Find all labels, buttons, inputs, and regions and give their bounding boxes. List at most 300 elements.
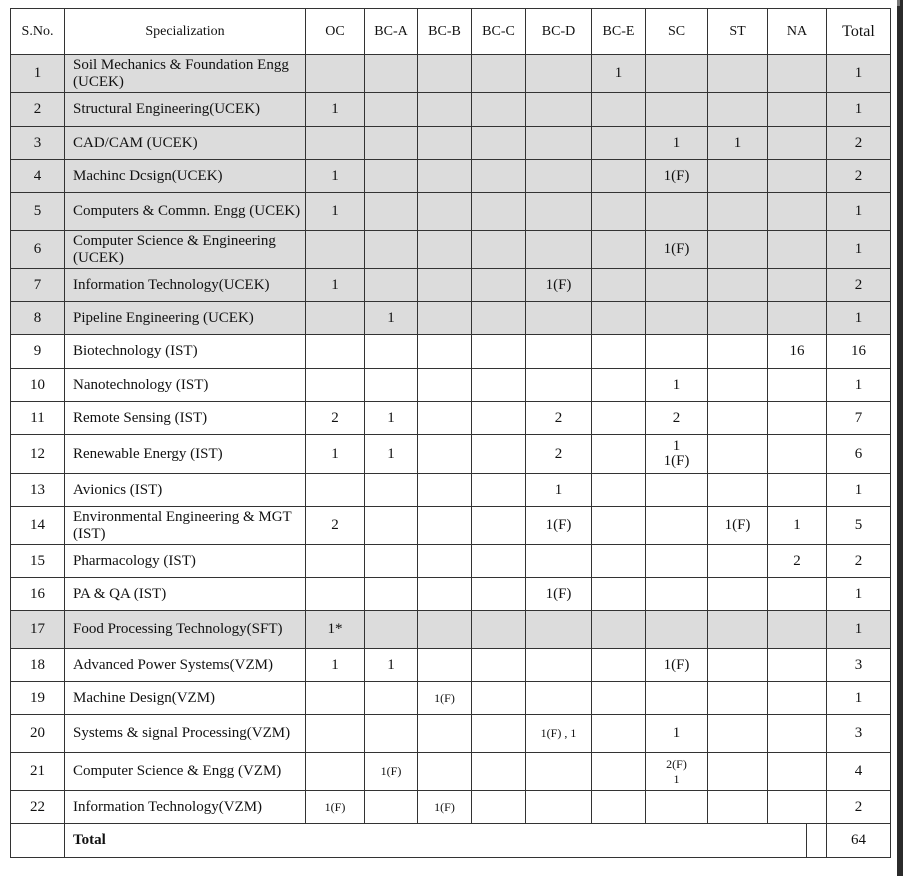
table-row	[11, 715, 891, 753]
row-number: 9	[11, 335, 65, 369]
cell-st	[708, 578, 768, 611]
specialization-name: Pipeline Engineering (UCEK)	[65, 302, 306, 335]
cell-value: 1	[331, 203, 339, 219]
cell-st	[708, 753, 768, 791]
cell-bcd	[526, 231, 592, 269]
cell-bcb	[418, 402, 472, 435]
cell-st	[708, 302, 768, 335]
column-header-oc: OC	[306, 9, 365, 55]
table-row	[11, 682, 891, 715]
specialization-name: Avionics (IST)	[65, 474, 306, 507]
cell-bca	[365, 791, 418, 824]
cell-bcb	[418, 231, 472, 269]
row-number: 22	[11, 791, 65, 824]
cell-sc	[646, 435, 708, 474]
cell-bce	[592, 545, 646, 578]
cell-value: 16	[789, 343, 805, 359]
cell-bcd	[526, 715, 592, 753]
cell-value: 1	[331, 101, 339, 117]
cell-sc	[646, 611, 708, 649]
row-total: 2	[827, 791, 891, 824]
cell-bca	[365, 269, 418, 302]
row-total: 3	[827, 649, 891, 682]
cell-bcb	[418, 160, 472, 193]
cell-bcc	[472, 269, 526, 302]
cell-bca	[365, 302, 418, 335]
specialization-name: Structural Engineering(UCEK)	[65, 93, 306, 127]
row-total: 1	[827, 682, 891, 715]
cell-bcd	[526, 269, 592, 302]
cell-bcb	[418, 55, 472, 93]
cell-value: 1	[387, 445, 395, 462]
cell-bcb	[418, 649, 472, 682]
cell-value: 1	[331, 656, 339, 673]
cell-oc	[306, 682, 365, 715]
cell-sc	[646, 127, 708, 160]
cell-oc	[306, 611, 365, 649]
cell-na	[768, 715, 827, 753]
cell-bcc	[472, 545, 526, 578]
row-number: 4	[11, 160, 65, 193]
cell-st	[708, 193, 768, 231]
cell-sc	[646, 578, 708, 611]
cell-bca	[365, 507, 418, 545]
cell-oc	[306, 55, 365, 93]
specialization-name: CAD/CAM (UCEK)	[65, 127, 306, 160]
cell-bcb	[418, 127, 472, 160]
specialization-name: Pharmacology (IST)	[65, 545, 306, 578]
cell-na	[768, 611, 827, 649]
table-row	[11, 435, 891, 474]
cell-value: 2	[672, 409, 681, 426]
row-number: 18	[11, 649, 65, 682]
cell-value: 2	[793, 552, 801, 569]
cell-bce	[592, 402, 646, 435]
cell-st	[708, 611, 768, 649]
column-header-total: Total	[827, 9, 891, 55]
cell-oc	[306, 791, 365, 824]
specialization-name: Biotechnology (IST)	[65, 335, 306, 369]
row-total: 3	[827, 715, 891, 753]
row-total: 1	[827, 578, 891, 611]
cell-bcc	[472, 435, 526, 474]
cell-bcd	[526, 93, 592, 127]
cell-na	[768, 369, 827, 402]
cell-na	[768, 55, 827, 93]
cell-bce	[592, 193, 646, 231]
row-number: 21	[11, 753, 65, 791]
cell-oc	[306, 335, 365, 369]
cell-bcc	[472, 160, 526, 193]
cell-bcd	[526, 791, 592, 824]
cell-oc	[306, 474, 365, 507]
cell-bcc	[472, 335, 526, 369]
row-total: 2	[827, 160, 891, 193]
cell-st	[708, 335, 768, 369]
table-row	[11, 55, 891, 93]
cell-na	[768, 402, 827, 435]
cell-bcb	[418, 93, 472, 127]
specialization-name: Soil Mechanics & Foundation Engg (UCEK)	[65, 55, 306, 93]
window-edge-bar	[897, 0, 903, 876]
row-total: 2	[827, 545, 891, 578]
cell-bca	[365, 369, 418, 402]
column-header-bcd: BC-D	[526, 9, 592, 55]
cell-bcc	[472, 55, 526, 93]
cell-bca	[365, 402, 418, 435]
cell-st	[708, 649, 768, 682]
row-total: 16	[827, 335, 891, 369]
cell-bcb	[418, 302, 472, 335]
cell-bce	[592, 682, 646, 715]
cell-bce	[592, 715, 646, 753]
cell-bcc	[472, 302, 526, 335]
cell-bcb	[418, 474, 472, 507]
cell-value: 1(F)	[434, 690, 455, 705]
row-number: 11	[11, 402, 65, 435]
cell-oc	[306, 369, 365, 402]
table-row	[11, 160, 891, 193]
table-row	[11, 231, 891, 269]
cell-na	[768, 335, 827, 369]
cell-value: 2	[331, 409, 339, 426]
cell-value: 1	[331, 276, 339, 293]
table-row	[11, 402, 891, 435]
row-total: 1	[827, 93, 891, 127]
specialization-name: Computer Science & Engg (VZM)	[65, 753, 306, 791]
cell-bcb	[418, 369, 472, 402]
table-row	[11, 611, 891, 649]
column-header-bcb: BC-B	[418, 9, 472, 55]
cell-bcc	[472, 193, 526, 231]
row-total: 1	[827, 611, 891, 649]
cell-bcd	[526, 335, 592, 369]
cell-oc	[306, 507, 365, 545]
cell-value: 2(F)	[666, 756, 687, 771]
cell-value: 1	[331, 445, 339, 462]
table-row	[11, 507, 891, 545]
table-row	[11, 335, 891, 369]
cell-bce	[592, 160, 646, 193]
row-number: 7	[11, 269, 65, 302]
cell-bce	[592, 302, 646, 335]
row-number: 12	[11, 435, 65, 474]
cell-sc	[646, 791, 708, 824]
table-row	[11, 649, 891, 682]
cell-value-second-line: 1	[673, 771, 680, 786]
cell-st	[708, 269, 768, 302]
grand-total: 64	[827, 824, 891, 858]
row-total: 1	[827, 231, 891, 269]
row-total: 5	[827, 507, 891, 545]
cell-sc	[646, 93, 708, 127]
column-header-sno: S.No.	[11, 9, 65, 55]
specialization-name: Machine Design(VZM)	[65, 682, 306, 715]
cell-sc	[646, 649, 708, 682]
cell-sc	[646, 193, 708, 231]
row-total: 1	[827, 369, 891, 402]
cell-na	[768, 231, 827, 269]
row-total: 2	[827, 269, 891, 302]
cell-sc	[646, 160, 708, 193]
cell-oc	[306, 715, 365, 753]
cell-oc	[306, 231, 365, 269]
cell-st	[708, 369, 768, 402]
total-row	[11, 824, 891, 858]
cell-na	[768, 302, 827, 335]
cell-value: 1(F)	[724, 517, 751, 533]
cell-st	[708, 715, 768, 753]
cell-bcd	[526, 160, 592, 193]
cell-na	[768, 93, 827, 127]
cell-na	[768, 160, 827, 193]
cell-oc	[306, 127, 365, 160]
cell-bcb	[418, 507, 472, 545]
cell-bcb	[418, 611, 472, 649]
cell-sc	[646, 507, 708, 545]
cell-value: 1(F)	[663, 167, 690, 184]
cell-bcc	[472, 231, 526, 269]
cell-bce	[592, 93, 646, 127]
cell-sc	[646, 715, 708, 753]
cell-sc	[646, 335, 708, 369]
cell-bce	[592, 55, 646, 93]
row-number: 3	[11, 127, 65, 160]
table-row	[11, 193, 891, 231]
cell-bca	[365, 127, 418, 160]
cell-bcc	[472, 127, 526, 160]
cell-bcd	[526, 545, 592, 578]
cell-value: 1(F) , 1	[540, 726, 577, 740]
cell-sc	[646, 269, 708, 302]
cell-bcd	[526, 193, 592, 231]
cell-bca	[365, 335, 418, 369]
cell-bce	[592, 791, 646, 824]
cell-bca	[365, 193, 418, 231]
cell-st	[708, 127, 768, 160]
cell-bca	[365, 93, 418, 127]
cell-bca	[365, 753, 418, 791]
cell-oc	[306, 93, 365, 127]
cell-bce	[592, 611, 646, 649]
row-total: 1	[827, 302, 891, 335]
column-header-bcc: BC-C	[472, 9, 526, 55]
cell-bcb	[418, 682, 472, 715]
cell-oc	[306, 193, 365, 231]
cell-bcc	[472, 611, 526, 649]
column-header-bce: BC-E	[592, 9, 646, 55]
row-number: 20	[11, 715, 65, 753]
cell-bcd	[526, 578, 592, 611]
cell-bca	[365, 715, 418, 753]
specialization-name: Information Technology(UCEK)	[65, 269, 306, 302]
cell-value: 1	[733, 134, 742, 151]
cell-bce	[592, 578, 646, 611]
row-number: 16	[11, 578, 65, 611]
cell-bcd	[526, 369, 592, 402]
cell-value: 1(F)	[545, 276, 572, 293]
cell-value: 1	[672, 725, 681, 741]
total-label: Total	[65, 824, 807, 858]
cell-oc	[306, 302, 365, 335]
cell-value: 1(F)	[663, 241, 690, 257]
cell-sc	[646, 55, 708, 93]
specialization-name: Environmental Engineering & MGT (IST)	[65, 507, 306, 545]
cell-st	[708, 231, 768, 269]
cell-bcd	[526, 127, 592, 160]
header-row	[11, 9, 891, 55]
cell-na	[768, 753, 827, 791]
cell-bca	[365, 545, 418, 578]
cell-value: 1(F)	[545, 585, 572, 602]
cell-na	[768, 791, 827, 824]
cell-na	[768, 649, 827, 682]
cell-value: 1(F)	[380, 764, 402, 778]
cell-value-second-line: 1(F)	[663, 453, 690, 469]
cell-bce	[592, 231, 646, 269]
row-total: 2	[827, 127, 891, 160]
row-number: 15	[11, 545, 65, 578]
cell-bcb	[418, 578, 472, 611]
cell-bcc	[472, 791, 526, 824]
cell-bcc	[472, 682, 526, 715]
cell-oc	[306, 753, 365, 791]
cell-bcc	[472, 474, 526, 507]
row-total: 4	[827, 753, 891, 791]
cell-value: 1	[387, 309, 395, 326]
cell-value: 2	[331, 517, 339, 533]
cell-value: 1	[672, 376, 681, 393]
cell-bca	[365, 231, 418, 269]
cell-bcc	[472, 93, 526, 127]
cell-st	[708, 791, 768, 824]
cell-na	[768, 474, 827, 507]
cell-na	[768, 269, 827, 302]
cell-sc	[646, 753, 708, 791]
cell-bcd	[526, 753, 592, 791]
table-row	[11, 127, 891, 160]
row-number: 2	[11, 93, 65, 127]
cell-bcb	[418, 193, 472, 231]
specialization-name: Remote Sensing (IST)	[65, 402, 306, 435]
cell-bcc	[472, 578, 526, 611]
cell-bcc	[472, 507, 526, 545]
cell-value: 1	[331, 167, 339, 184]
cell-bcd	[526, 435, 592, 474]
specialization-name: Renewable Energy (IST)	[65, 435, 306, 474]
cell-oc	[306, 435, 365, 474]
row-number: 13	[11, 474, 65, 507]
cell-oc	[306, 545, 365, 578]
cell-st	[708, 435, 768, 474]
row-number: 1	[11, 55, 65, 93]
row-number: 6	[11, 231, 65, 269]
cell-oc	[306, 649, 365, 682]
row-total: 1	[827, 474, 891, 507]
total-row-gap	[807, 824, 827, 858]
cell-st	[708, 507, 768, 545]
cell-na	[768, 507, 827, 545]
cell-bcd	[526, 474, 592, 507]
cell-sc	[646, 231, 708, 269]
row-total: 6	[827, 435, 891, 474]
table-row	[11, 369, 891, 402]
cell-bca	[365, 578, 418, 611]
cell-na	[768, 682, 827, 715]
cell-st	[708, 55, 768, 93]
row-number: 19	[11, 682, 65, 715]
cell-bcb	[418, 335, 472, 369]
row-number: 5	[11, 193, 65, 231]
cell-bce	[592, 335, 646, 369]
cell-value: 1*	[327, 621, 343, 637]
table-row	[11, 753, 891, 791]
cell-bcd	[526, 507, 592, 545]
table-row	[11, 791, 891, 824]
cell-bcc	[472, 402, 526, 435]
cell-bcb	[418, 435, 472, 474]
cell-st	[708, 402, 768, 435]
cell-na	[768, 127, 827, 160]
cell-value: 1(F)	[434, 799, 455, 814]
cell-na	[768, 545, 827, 578]
table-row	[11, 302, 891, 335]
cell-bce	[592, 507, 646, 545]
cell-bcb	[418, 269, 472, 302]
specialization-table	[10, 8, 891, 858]
cell-bcc	[472, 753, 526, 791]
cell-bcd	[526, 402, 592, 435]
cell-bce	[592, 369, 646, 402]
cell-bca	[365, 55, 418, 93]
row-number: 17	[11, 611, 65, 649]
cell-value: 1(F)	[545, 517, 572, 533]
cell-value: 1	[387, 409, 395, 426]
cell-st	[708, 474, 768, 507]
specialization-name: Systems & signal Processing(VZM)	[65, 715, 306, 753]
cell-oc	[306, 578, 365, 611]
cell-na	[768, 193, 827, 231]
column-header-specialization: Specialization	[65, 9, 306, 55]
specialization-name: Advanced Power Systems(VZM)	[65, 649, 306, 682]
cell-bcd	[526, 611, 592, 649]
cell-bca	[365, 435, 418, 474]
cell-sc	[646, 682, 708, 715]
cell-bce	[592, 753, 646, 791]
cell-sc	[646, 369, 708, 402]
cell-value: 1	[554, 481, 563, 498]
cell-value: 1(F)	[663, 656, 690, 673]
cell-st	[708, 545, 768, 578]
cell-bcd	[526, 649, 592, 682]
cell-st	[708, 682, 768, 715]
cell-value: 1	[387, 656, 395, 673]
specialization-name: PA & QA (IST)	[65, 578, 306, 611]
cell-na	[768, 578, 827, 611]
row-total: 1	[827, 193, 891, 231]
cell-value: 2	[554, 409, 563, 426]
cell-bcd	[526, 55, 592, 93]
cell-st	[708, 93, 768, 127]
cell-bce	[592, 474, 646, 507]
cell-sc	[646, 545, 708, 578]
table-row	[11, 93, 891, 127]
cell-bca	[365, 474, 418, 507]
cell-oc	[306, 402, 365, 435]
row-number: 14	[11, 507, 65, 545]
specialization-name: Computers & Commn. Engg (UCEK)	[65, 193, 306, 231]
table-row	[11, 578, 891, 611]
